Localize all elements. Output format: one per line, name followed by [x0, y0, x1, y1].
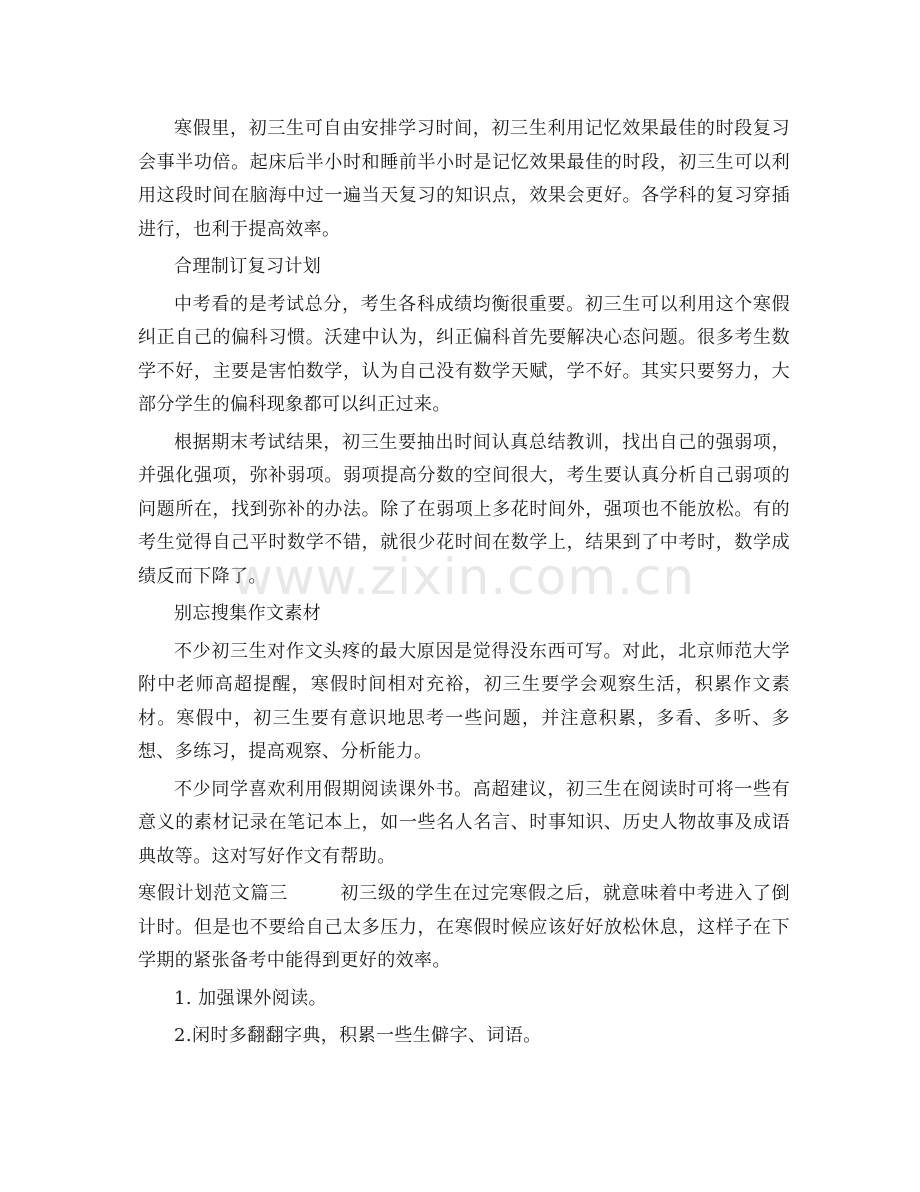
section-three — [138, 877, 790, 978]
paragraph-observe-life: 不少初三生对作文头疼的最大原因是觉得没东西可写。对此，北京师范大学附中老师高超提醒，寒假时间相对充裕，初三生要学会观察生活，积累作文素材。寒假中，初三生要有意识地思考一些问题，并注意积累，多看、多听、多想、多练习，提高观察、分析能力。 — [138, 640, 790, 762]
section-body: 初三级的学生在过完寒假之后，就意味着中考进入了倒计时。但是也不要给自己太多压力，在寒假时候应该好好放松休息，这样子在下学期的紧张备考中能得到更好的效率。 — [138, 883, 790, 971]
list-item-dictionary: 2.闲时多翻翻字典，积累一些生僻字、词语。 — [174, 1025, 542, 1046]
paragraph-reading-notes: 不少同学喜欢利用假期阅读课外书。高超建议，初三生在阅读时可将一些有意义的素材记录在笔记本上，如一些名人名言、时事知识、历史人物故事及成语典故等。这对写好作文有帮助。 — [138, 778, 790, 867]
watermark-text: www.zixin.com.cn — [232, 548, 696, 606]
document-body — [138, 112, 790, 1057]
subheading-essay-material: 别忘搜集作文素材 — [174, 603, 322, 624]
paragraph-strengths-weaknesses: 根据期末考试结果，初三生要抽出时间认真总结教训，找出自己的强弱项，并强化强项，弥补弱项。弱项提高分数的空间很大，考生要认真分析自己弱项的问题所在，找到弥补的办法。除了在弱项上多花时间外，强项也不能放松。有的考生觉得自己平时数学不错，就很少花时间在数学上，结果到了中考时，数学成绩反而下降了。 — [138, 431, 790, 587]
section-title: 寒假计划范文篇三 — [138, 883, 288, 904]
paragraph-balanced-subjects: 中考看的是考试总分，考生各科成绩均衡很重要。初三生可以利用这个寒假纠正自己的偏科习惯。沃建中认为，纠正偏科首先要解决心态问题。很多考生数学不好，主要是害怕数学，认为自己没有数学天赋，学不好。其实只要努力，大部分学生的偏科现象都可以纠正过来。 — [138, 293, 790, 415]
paragraph-study-time: 寒假里，初三生可自由安排学习时间，初三生利用记忆效果最佳的时段复习会事半功倍。起床后半小时和睡前半小时是记忆效果最佳的时段，初三生可以利用这段时间在脑海中过一遍当天复习的知识点，效果会更好。各学科的复习穿插进行，也利于提高效率。 — [138, 118, 790, 240]
subheading-review-plan: 合理制订复习计划 — [174, 256, 322, 277]
list-item-reading: 1. 加强课外阅读。 — [174, 987, 327, 1009]
